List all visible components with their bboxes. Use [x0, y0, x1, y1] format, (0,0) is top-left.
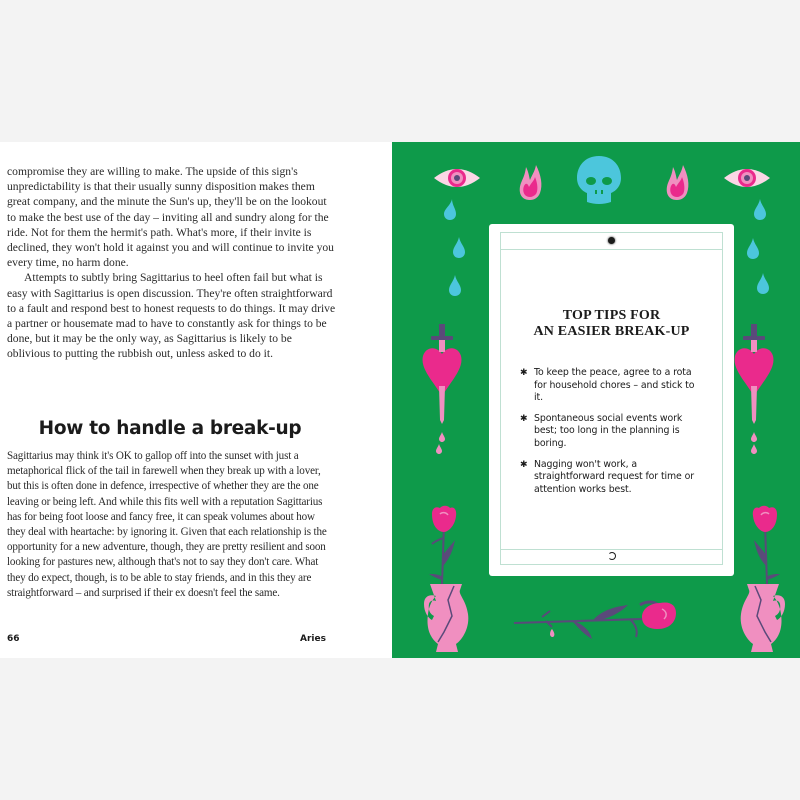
tip-text: To keep the peace, agree to a rota for household chores – and stick to it.	[534, 367, 695, 404]
card-frame	[500, 232, 723, 565]
card-title	[501, 308, 722, 340]
asterisk-bullet-icon: ✱	[520, 459, 528, 470]
book-spread	[0, 142, 800, 658]
page-number: 66	[7, 634, 20, 644]
flame-icon	[517, 163, 543, 201]
asterisk-bullet-icon: ✱	[520, 413, 528, 424]
list-item	[520, 367, 705, 405]
teardrop-icon	[746, 238, 760, 260]
body-text	[7, 449, 333, 601]
dagger-heart-icon	[418, 324, 466, 454]
list-item	[520, 459, 705, 497]
teardrop-icon	[756, 273, 770, 295]
tips-list	[520, 367, 705, 504]
card-top-band	[501, 233, 722, 250]
crying-eye-icon	[432, 164, 482, 192]
right-page-illustration	[392, 142, 800, 658]
paragraph: compromise they are willing to make. The upside of this sign's unpredictability is that their usually sunny disposition makes them great company, and the minute the Sun's up, they'll be on the lookout to make the best use of the day – inviting all and sundry along for the ride. Not for them the hermit's path. What's more, if their invite is declined, they won't hold it against you and will continue to invite you every time, no harm done.	[7, 165, 334, 270]
asterisk-bullet-icon: ✱	[520, 368, 528, 378]
tip-text: Spontaneous social events work best; too long in the planning is boring.	[534, 412, 683, 449]
rose-vase-icon	[422, 504, 474, 656]
paragraph: Sagittarius may think it's OK to gallop off into the sunset with just a metaphorical flick of the tail in farewell when they break up with a lover, but this is often done in defence, irrespective of whether they are the one leaving or being left. And while this fits well with a reputation Sagittarius has for being foot loose and fancy free, it can speak volumes about how they deal with heartache: by ignoring it. Given that each relationship is the opportunity for a new adventure, though, they are pretty resilient and soon looking for pastures new, although that's not to say they don't care. What they do expect, though, is to be able to stay friends, and in this they are straightforward – and surprised if their ex doesn't feel the same.	[7, 450, 327, 599]
body-text	[7, 164, 337, 362]
list-item	[520, 413, 705, 451]
sun-icon	[608, 237, 615, 244]
card-title-line: TOP TIPS FOR	[562, 308, 661, 323]
teardrop-icon	[452, 237, 466, 259]
card-title-line: AN EASIER BREAK-UP	[533, 324, 690, 339]
teardrop-icon	[448, 275, 462, 297]
teardrop-icon	[443, 199, 457, 221]
teardrop-icon	[753, 199, 767, 221]
skull-icon	[575, 154, 623, 206]
dagger-heart-icon	[730, 324, 778, 454]
section-heading: How to handle a break-up	[38, 418, 302, 439]
crescent-moon-icon	[608, 552, 616, 560]
crying-eye-icon	[722, 164, 772, 192]
fallen-rose-icon	[512, 597, 682, 645]
running-footer-section: Aries	[300, 634, 326, 644]
card-bottom-band	[501, 549, 722, 564]
tip-text: Nagging won't work, a straightforward request for time or attention works best.	[534, 458, 694, 495]
flame-icon	[664, 163, 690, 201]
rose-vase-icon	[735, 504, 787, 656]
paragraph: Attempts to subtly bring Sagittarius to heel often fail but what is easy with Sagittarius is open discussion. They're often straightforward to a fault and respond best to honest requests to do things. It may drive a partner or housemate mad to have to constantly ask for things to be done, but it may be the only way, as Sagittarius is likely to be oblivious to putting the rubbish out, unless asked to do it.	[7, 271, 336, 361]
tips-card	[489, 224, 734, 576]
left-page	[0, 142, 392, 658]
